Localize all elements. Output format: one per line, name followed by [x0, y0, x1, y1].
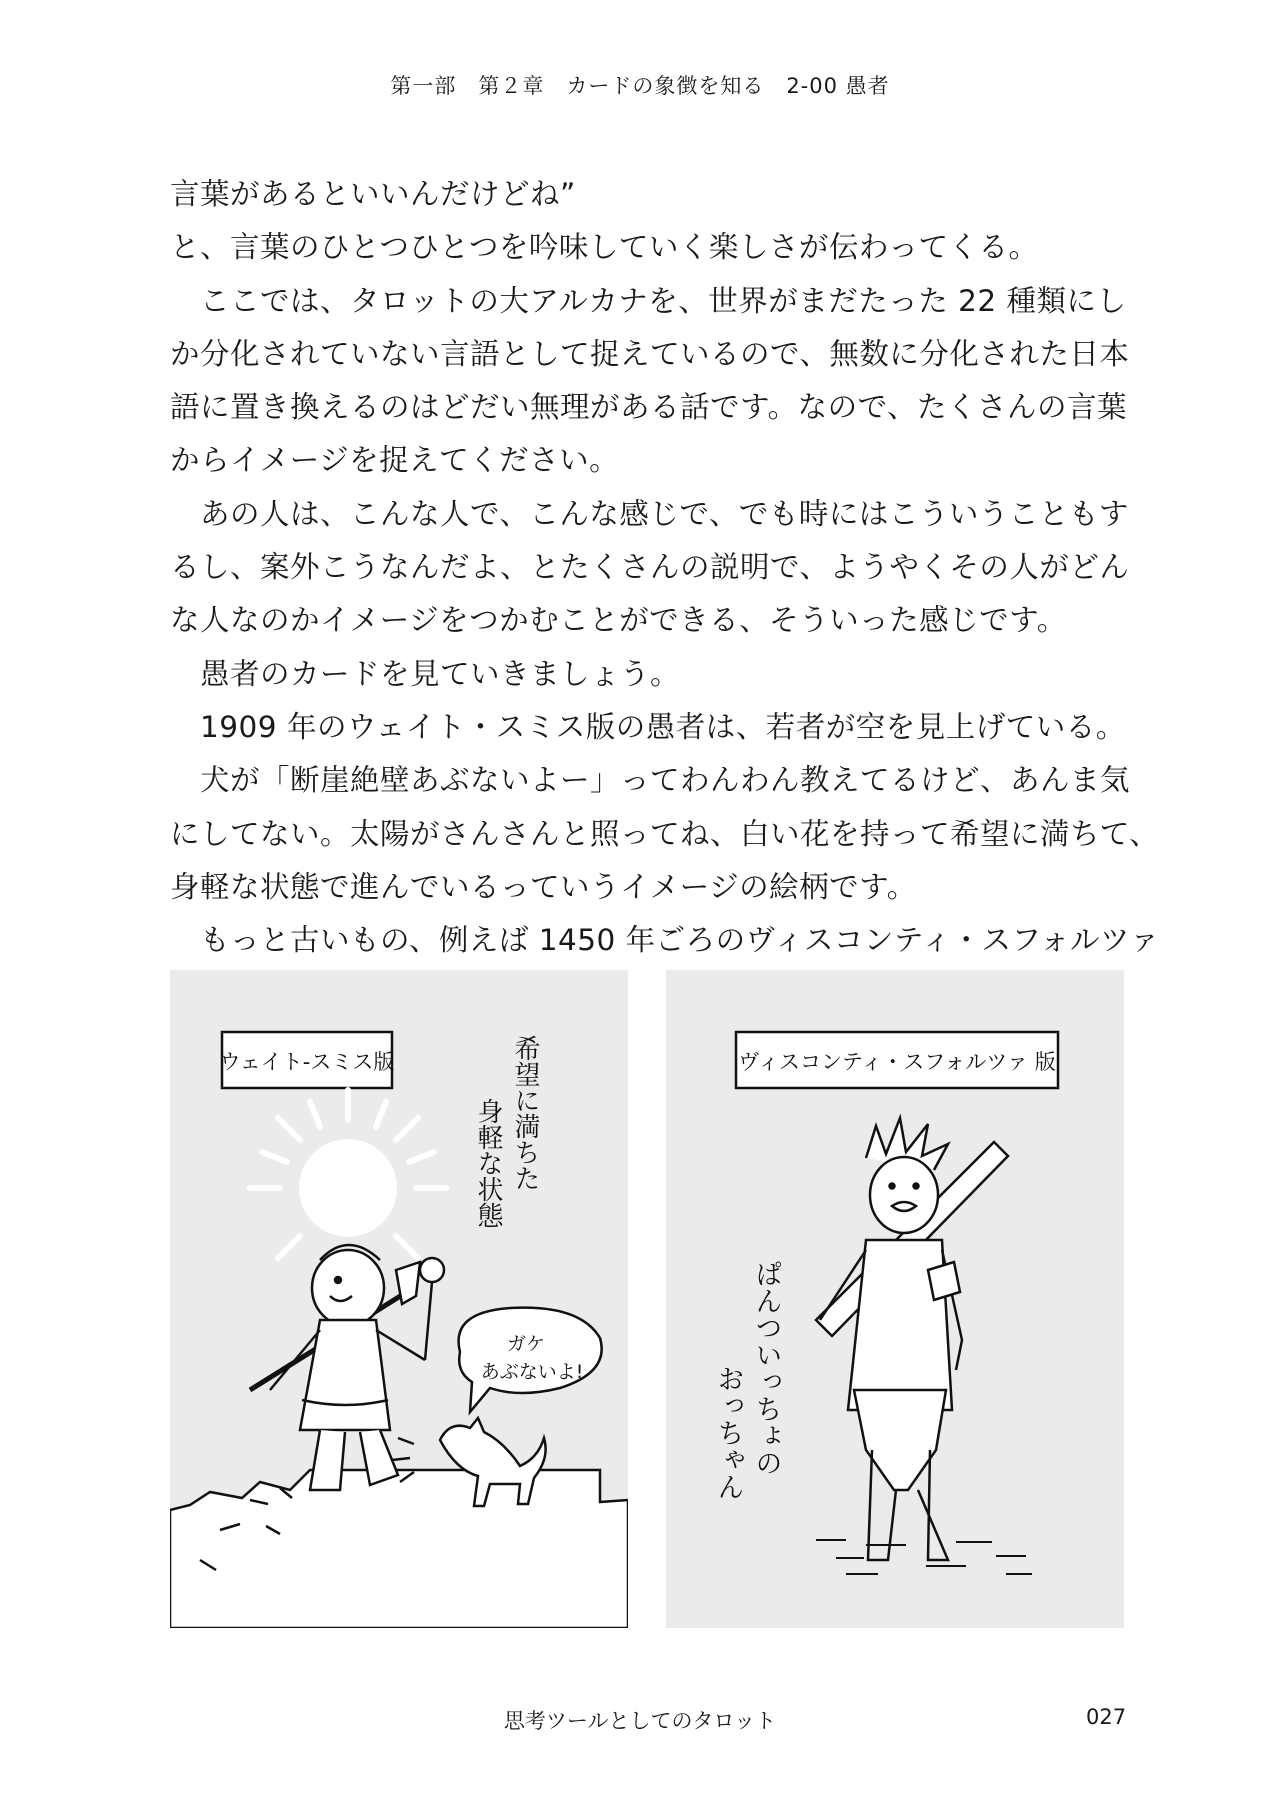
- page-number: 027: [1086, 1705, 1127, 1729]
- body-line: にしてない。太陽がさんさんと照ってね、白い花を持って希望に満ちて、: [170, 816, 1160, 851]
- body-text: [170, 168, 1160, 967]
- body-line: るし、案外こうなんだよ、とたくさんの説明で、ようやくその人がどん: [170, 550, 1130, 585]
- body-line: と、言葉のひとつひとつを吟味していく楽しさが伝わってくる。: [170, 230, 1039, 265]
- body-line: 愚者のカードを見ていきましょう。: [170, 656, 681, 691]
- caption-col1: 希望に満ちた: [510, 1035, 540, 1191]
- ground-hatching: [816, 1540, 1032, 1574]
- caption-col2: おっちゃん: [712, 1365, 744, 1500]
- body-line: もっと古いもの、例えば 1450 年ごろのヴィスコンティ・スフォルツァ: [170, 923, 1160, 958]
- bubble-line1: ガケ: [506, 1333, 546, 1355]
- cliff-drawing: [170, 1470, 628, 1628]
- caption-col2: 身軽な状態: [473, 1098, 503, 1228]
- body-line: 語に置き換えるのはどだい無理がある話です。なので、たくさんの言葉: [170, 390, 1128, 425]
- edition-label: ヴィスコンティ・スフォルツァ 版: [738, 1050, 1056, 1074]
- running-head: 第一部 第２章 カードの象徴を知る 2-00 愚者: [390, 74, 890, 98]
- body-line: ここでは、タロットの大アルカナを、世界がまだたった 22 種類にし: [170, 283, 1127, 318]
- book-title: 思考ツールとしてのタロット: [503, 1709, 777, 1733]
- body-line: 身軽な状態で進んでいるっていうイメージの絵柄です。: [170, 869, 917, 904]
- illustration-waite-smith: [170, 970, 628, 1628]
- fool-figure: [816, 1118, 1008, 1560]
- body-line: からイメージを捉えてください。: [170, 443, 620, 478]
- body-line: か分化されていない言語として捉えているので、無数に分化された日本: [170, 336, 1130, 371]
- body-line: あの人は、こんな人で、こんな感じで、でも時にはこういうこともす: [170, 496, 1129, 531]
- body-line: 言葉があるといいんだけどね”: [170, 177, 576, 211]
- fool-figure: [250, 1245, 444, 1490]
- edition-label: ウェイト-スミス版: [219, 1050, 395, 1074]
- caption-col1: ぱんついっちょの: [750, 1260, 782, 1476]
- illustration-visconti-sforza: [666, 970, 1124, 1628]
- body-line: 1909 年のウェイト・スミス版の愚者は、若者が空を見上げている。: [170, 709, 1126, 744]
- speech-bubble: [459, 1308, 602, 1412]
- body-line: 犬が「断崖絶壁あぶないよー」ってわんわん教えてるけど、あんま気: [170, 763, 1131, 798]
- body-line: な人なのかイメージをつかむことができる、そういった感じです。: [170, 603, 1067, 638]
- bubble-line2: あぶないよ!: [480, 1361, 584, 1383]
